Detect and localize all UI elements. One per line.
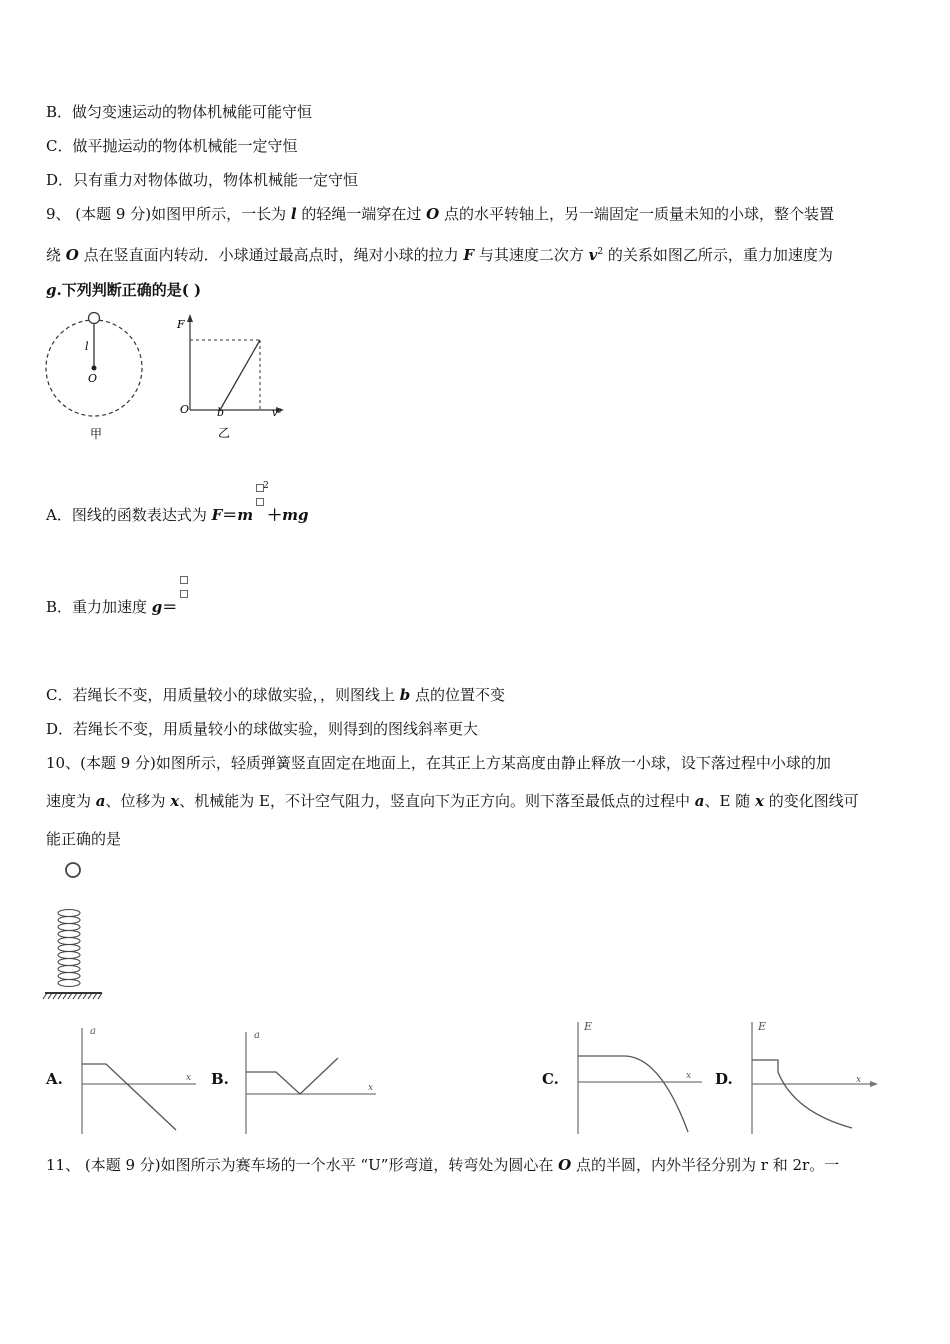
q9-figure-yi [172, 312, 292, 444]
falling-ball [66, 863, 80, 877]
q9-stem-line2: 绕 O 点在竖直面内转动．小球通过最高点时，绳对小球的拉力 F 与其速度二次方 $v^2$ 的关系如图乙所示，重力加速度为 [46, 246, 833, 264]
q10-graph-c [570, 1016, 706, 1136]
q8-option-c: C．做平抛运动的物体机械能一定守恒 [46, 137, 298, 155]
x-axis-arrow [870, 1081, 878, 1087]
q8-option-b: B．做匀变速运动的物体机械能可能守恒 [46, 103, 313, 121]
label-b: b [217, 406, 225, 419]
q9-stem-line3: g.下列判断正确的是( ) [46, 281, 202, 299]
fraction-v2-over-l: 2 [253, 506, 267, 526]
q10-graph-a [74, 1022, 200, 1136]
q10-option-a-label: A. [46, 1070, 63, 1088]
q9-option-d: D．若绳长不变，用质量较小的球做实验，则得到的图线斜率更大 [46, 720, 479, 738]
label-f: F [177, 318, 185, 331]
label-v2: v² [272, 408, 282, 419]
q9-stem-line1: 9、 (本题 9 分)如图甲所示，一长为 l 的轻绳一端穿在过 O 点的水平转轴上，另一端固定一质量未知的小球，整个装置 [46, 205, 834, 223]
q10-spring-figure [42, 858, 108, 1003]
q9-option-c: C．若绳长不变，用质量较小的球做实验，，则图线上 b 点的位置不变 [46, 686, 506, 704]
axis-point [92, 366, 97, 371]
graph-curve [246, 1058, 338, 1094]
fraction-b-over-l [177, 598, 191, 618]
q10-stem-line2: 速度为 a、位移为 x、机械能为 E，不计空气阻力，竖直向下为正方向。则下落至最低点的过程中 a、E 随 x 的变化图线可 [46, 792, 859, 810]
ball [89, 313, 100, 324]
x-label: x [186, 1073, 192, 1083]
y-label: a [90, 1026, 96, 1037]
graph-line [220, 340, 260, 410]
q10-stem-line1: 10、(本题 9 分)如图所示，轻质弹簧竖直固定在地面上，在其正上方某高度由静止释放一小球，设下落过程中小球的加 [46, 754, 831, 772]
graph-curve [578, 1056, 688, 1132]
caption-jia: 甲 [90, 427, 103, 441]
label-o: O [180, 403, 190, 416]
x-label: x [856, 1075, 862, 1085]
q9-option-b: B．重力加速度 g＝ [46, 597, 191, 618]
q11-stem-line1: 11、 (本题 9 分)如图所示为赛车场的一个水平 “U”形弯道，转弯处为圆心在 O 点的半圆，内外半径分别为 r 和 2r。一 [46, 1156, 840, 1174]
q10-graph-d [744, 1016, 880, 1136]
y-label: E [584, 1020, 593, 1033]
y-axis-arrow [187, 314, 193, 322]
graph-curve [82, 1064, 176, 1130]
x-label: x [686, 1071, 692, 1081]
q8-option-d: D．只有重力对物体做功，物体机械能一定守恒 [46, 171, 359, 189]
x-label: x [368, 1083, 374, 1093]
y-label: a [254, 1030, 260, 1041]
label-o: O [88, 372, 98, 385]
y-label: E [758, 1020, 767, 1033]
q9-figure-jia [40, 308, 150, 444]
label-l: l [85, 340, 89, 353]
q10-stem-line3: 能正确的是 [46, 830, 122, 848]
q10-graph-b [238, 1026, 382, 1136]
q10-option-b-label: B. [211, 1070, 229, 1088]
q10-option-c-label: C. [542, 1070, 559, 1088]
graph-curve [752, 1060, 852, 1128]
caption-yi: 乙 [218, 426, 231, 440]
spring-coils [58, 910, 80, 987]
q10-option-d-label: D. [715, 1070, 733, 1088]
q9-option-a: A．图线的函数表达式为 F＝m 2 ＋mg [46, 481, 309, 524]
